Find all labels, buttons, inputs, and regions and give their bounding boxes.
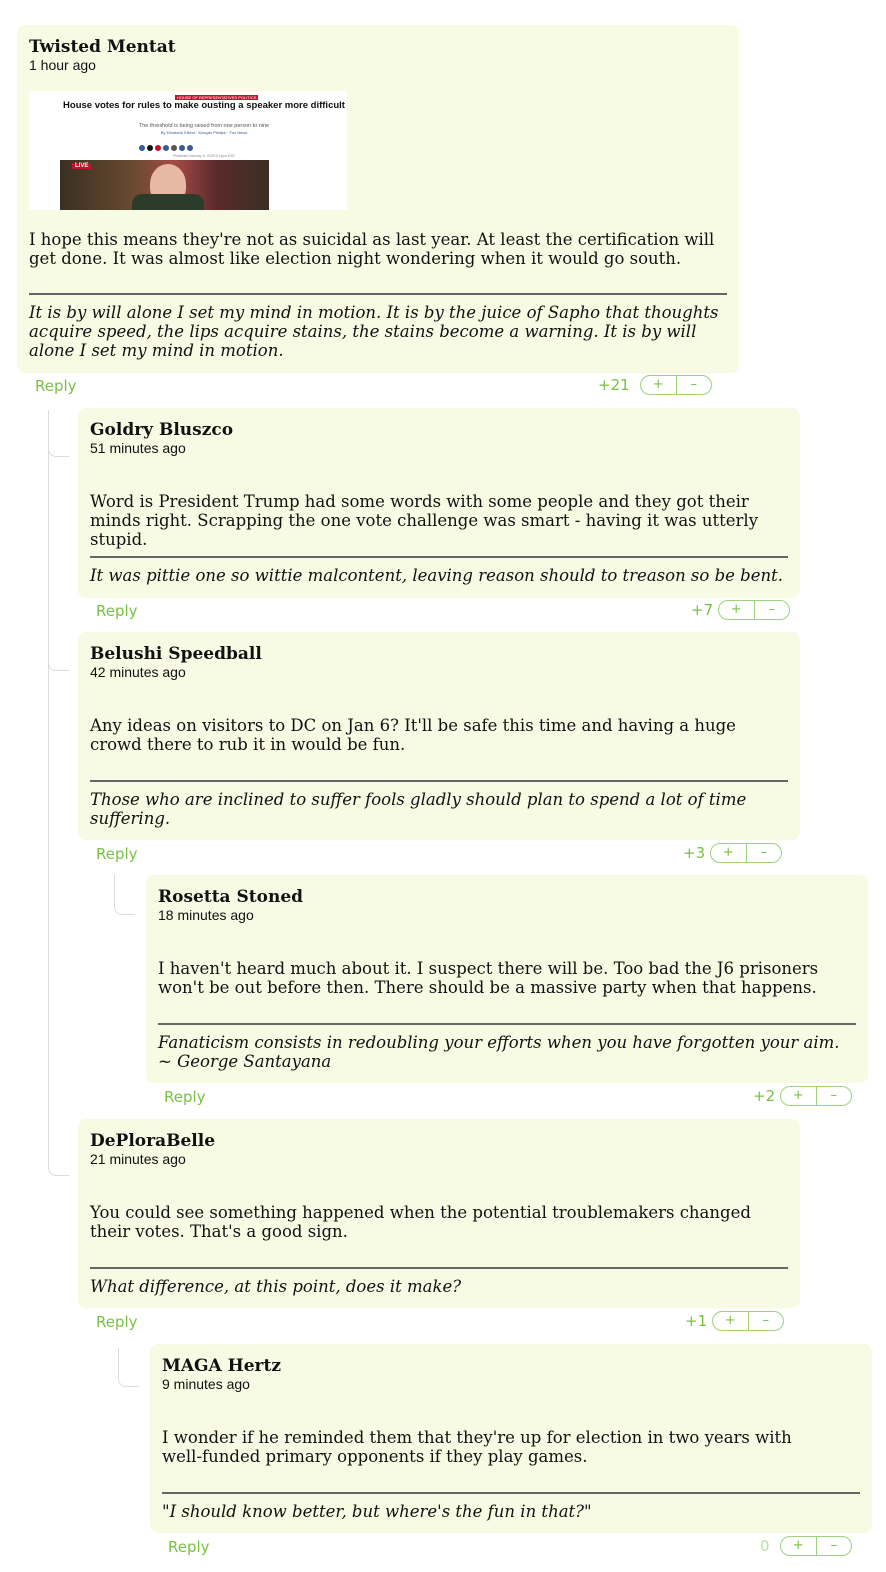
comment-card <box>17 25 739 373</box>
comment-score: +21 <box>598 376 630 394</box>
reply-button[interactable]: Reply <box>96 845 138 863</box>
vote-buttons <box>718 600 790 620</box>
comment-footer <box>78 600 800 622</box>
article-byline: By Elizabeth Elkind · Morgan Phillips · Fox News <box>160 130 248 135</box>
reply-button[interactable]: Reply <box>35 377 77 395</box>
thread-elbow <box>48 1155 69 1176</box>
comment-author[interactable]: Belushi Speedball <box>90 644 262 664</box>
comment-signature: What difference, at this point, does it make? <box>90 1267 788 1296</box>
comment-score: +3 <box>683 844 706 862</box>
comment-body: I hope this means they're not as suicidal as last year. At least the certification will get done. It was almost like election night wondering when it would go south. <box>29 230 715 268</box>
share-icons <box>139 145 193 151</box>
article-subhead: The threshold is being raised from one person to nine <box>138 123 270 129</box>
comment-signature: Fanaticism consists in redoubling your efforts when you have forgotten your aim. ~ George Santayana <box>158 1023 856 1071</box>
comment-card <box>78 1119 800 1308</box>
comment-author[interactable]: MAGA Hertz <box>162 1356 281 1376</box>
comment-body: Word is President Trump had some words with some people and they got their minds right. Scrapping the one vote challenge was smart - having it was utterly stupid. <box>90 492 759 549</box>
article-headline: House votes for rules to make ousting a speaker more difficult <box>63 100 345 111</box>
comment-footer <box>78 843 800 865</box>
comment-timestamp: 21 minutes ago <box>90 1151 186 1167</box>
vote-buttons <box>712 1311 784 1331</box>
comment-card <box>150 1344 872 1533</box>
comment-footer <box>78 1311 800 1333</box>
upvote-button[interactable]: + <box>652 377 664 392</box>
reply-button[interactable]: Reply <box>168 1538 210 1556</box>
downvote-button[interactable]: – <box>816 1087 852 1105</box>
comment-signature: "I should know better, but where's the fun in that?" <box>162 1492 860 1521</box>
comment-author[interactable]: Twisted Mentat <box>29 37 176 57</box>
downvote-button[interactable]: – <box>676 376 712 394</box>
comment-footer <box>150 1536 872 1558</box>
comment-signature: It was pittie one so wittie malcontent, leaving reason should to treason so be bent. <box>90 556 788 585</box>
comment-card <box>78 408 800 598</box>
vote-buttons <box>780 1536 852 1556</box>
comment-body: You could see something happened when the potential troublemakers changed their votes. That's a good sign. <box>90 1203 751 1241</box>
upvote-button[interactable]: + <box>722 845 734 860</box>
upvote-button[interactable]: + <box>792 1088 804 1103</box>
comment-author[interactable]: DePloraBelle <box>90 1131 216 1151</box>
comment-body: Any ideas on visitors to DC on Jan 6? It'll be safe this time and having a huge crowd there to rub it in would be fun. <box>90 716 736 754</box>
comment-footer <box>17 375 739 397</box>
live-badge: LIVE <box>72 163 91 169</box>
downvote-button[interactable]: – <box>746 844 782 862</box>
comment-score: +1 <box>685 1312 708 1330</box>
thread-elbow <box>48 650 69 671</box>
comment-footer <box>146 1086 868 1108</box>
downvote-button[interactable]: – <box>748 1312 784 1330</box>
article-video-still[interactable] <box>60 160 269 210</box>
upvote-button[interactable]: + <box>724 1313 736 1328</box>
upvote-button[interactable]: + <box>792 1538 804 1553</box>
reply-button[interactable]: Reply <box>164 1088 206 1106</box>
comment-timestamp: 1 hour ago <box>29 57 96 73</box>
reply-button[interactable]: Reply <box>96 1313 138 1331</box>
comment-score: +2 <box>753 1087 776 1105</box>
comment-author[interactable]: Goldry Bluszco <box>90 420 234 440</box>
comment-author[interactable]: Rosetta Stoned <box>158 887 304 907</box>
comment-signature: Those who are inclined to suffer fools gladly should plan to spend a lot of time suffering. <box>90 780 788 828</box>
comment-timestamp: 18 minutes ago <box>158 907 254 923</box>
comment-card <box>78 632 800 840</box>
comment-body: I wonder if he reminded them that they're up for election in two years with well-funded primary opponents if they play games. <box>162 1428 792 1466</box>
comment-card <box>146 875 868 1083</box>
thread-line <box>48 410 49 1155</box>
thread-elbow <box>118 1348 139 1387</box>
article-image[interactable] <box>29 91 347 210</box>
vote-buttons <box>640 375 712 395</box>
vote-buttons <box>710 843 782 863</box>
downvote-button[interactable]: – <box>816 1537 852 1555</box>
comment-score: +7 <box>691 601 714 619</box>
thread-elbow <box>48 436 69 457</box>
upvote-button[interactable]: + <box>730 602 742 617</box>
comment-signature: It is by will alone I set my mind in motion. It is by the juice of Sapho that thoughts acquire speed, the lips acquire stains, the stains become a warning. It is by will alone I set my mind in motion. <box>29 293 727 360</box>
comment-timestamp: 9 minutes ago <box>162 1376 250 1392</box>
article-tag: HOUSE OF REPRESENTATIVES POLITICS <box>177 95 257 100</box>
downvote-button[interactable]: – <box>754 601 790 619</box>
vote-buttons <box>780 1086 852 1106</box>
comment-score: 0 <box>760 1537 770 1555</box>
comment-body: I haven't heard much about it. I suspect there will be. Too bad the J6 prisoners won't be out before then. There should be a massive party when that happens. <box>158 959 819 997</box>
person-suit <box>132 194 204 210</box>
article-published: Published January 6, 2025 6:14pm EST <box>173 154 235 158</box>
comment-timestamp: 51 minutes ago <box>90 440 186 456</box>
comment-timestamp: 42 minutes ago <box>90 664 186 680</box>
reply-button[interactable]: Reply <box>96 602 138 620</box>
thread-elbow <box>114 874 135 915</box>
